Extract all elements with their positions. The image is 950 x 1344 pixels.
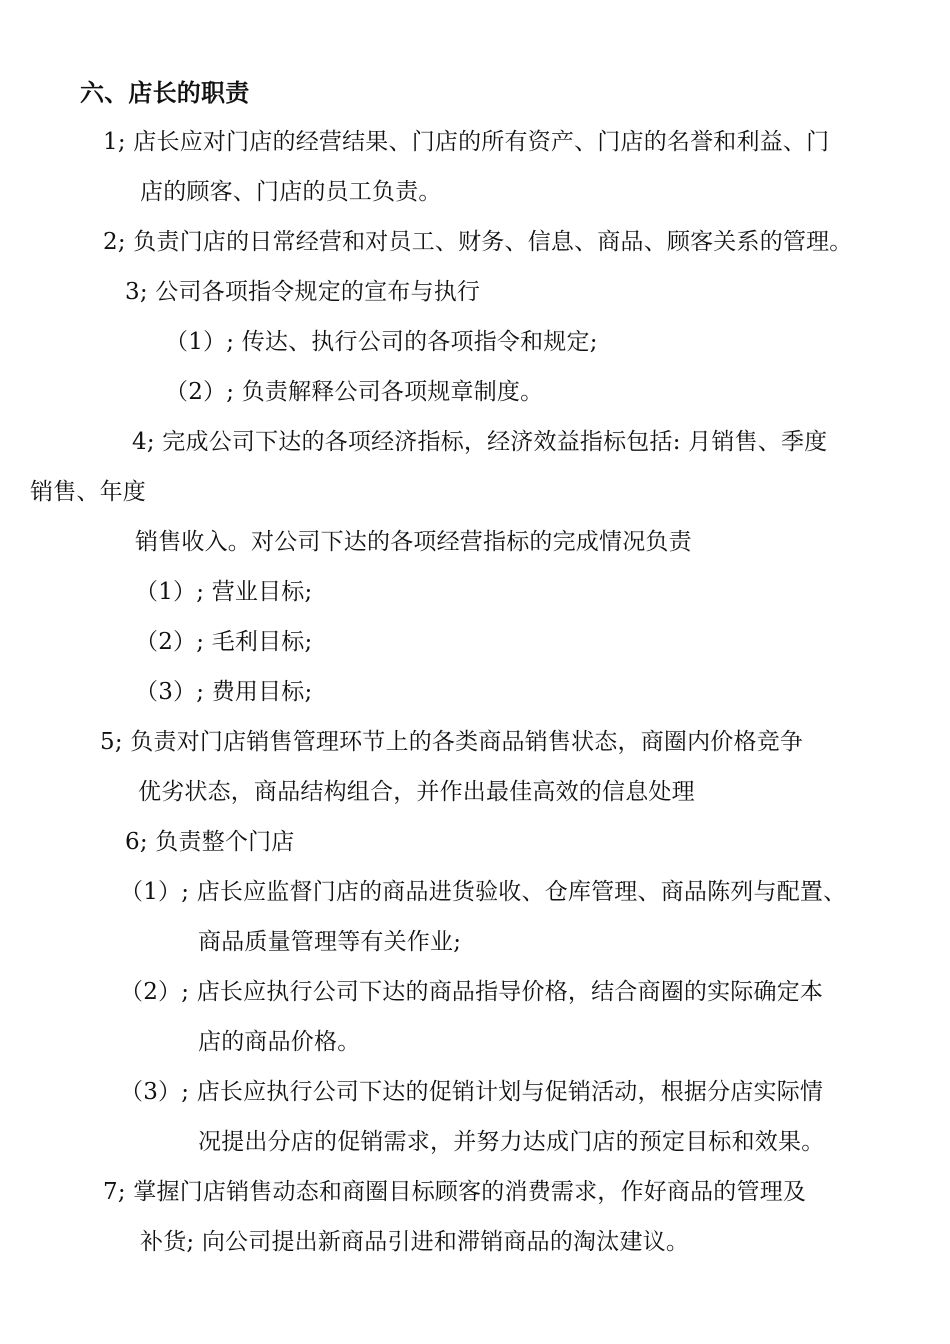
text-line-8: 销售、年度 <box>30 479 146 505</box>
text-line-6: （2）; 负责解释公司各项规章制度。 <box>165 379 544 405</box>
text-line-21: 况提出分店的促销需求，并努力达成门店的预定目标和效果。 <box>198 1129 825 1155</box>
text-line-22: 7; 掌握门店销售动态和商圈目标顾客的消费需求，作好商品的管理及 <box>103 1179 807 1205</box>
text-line-9: 销售收入。对公司下达的各项经营指标的完成情况负责 <box>135 529 692 555</box>
text-line-23: 补货; 向公司提出新商品引进和滞销商品的淘汰建议。 <box>140 1229 690 1255</box>
text-line-13: 5; 负责对门店销售管理环节上的各类商品销售状态，商圈内价格竞争 <box>100 729 804 755</box>
section-title: 六、店长的职责 <box>80 78 250 107</box>
text-line-16: （1）; 店长应监督门店的商品进货验收、仓库管理、商品陈列与配置、 <box>120 879 847 905</box>
text-line-7: 4; 完成公司下达的各项经济指标，经济效益指标包括: 月销售、季度 <box>132 429 828 455</box>
text-line-19: 店的商品价格。 <box>198 1029 361 1055</box>
text-line-20: （3）; 店长应执行公司下达的促销计划与促销活动，根据分店实际情 <box>120 1079 824 1105</box>
text-line-12: （3）; 费用目标; <box>135 679 313 705</box>
text-line-18: （2）; 店长应执行公司下达的商品指导价格，结合商圈的实际确定本 <box>120 979 824 1005</box>
text-line-11: （2）; 毛利目标; <box>135 629 313 655</box>
text-line-2: 店的顾客、门店的员工负责。 <box>140 179 442 205</box>
text-line-10: （1）; 营业目标; <box>135 579 313 605</box>
text-line-14: 优劣状态，商品结构组合，并作出最佳高效的信息处理 <box>138 779 695 805</box>
text-line-15: 6; 负责整个门店 <box>125 829 295 855</box>
text-line-17: 商品质量管理等有关作业; <box>198 929 462 955</box>
text-line-4: 3; 公司各项指令规定的宣布与执行 <box>125 279 481 305</box>
text-line-1: 1; 店长应对门店的经营结果、门店的所有资产、门店的名誉和利益、门 <box>103 129 830 155</box>
text-line-5: （1）; 传达、执行公司的各项指令和规定; <box>165 329 598 355</box>
text-line-3: 2; 负责门店的日常经营和对员工、财务、信息、商品、顾客关系的管理。 <box>103 229 853 255</box>
